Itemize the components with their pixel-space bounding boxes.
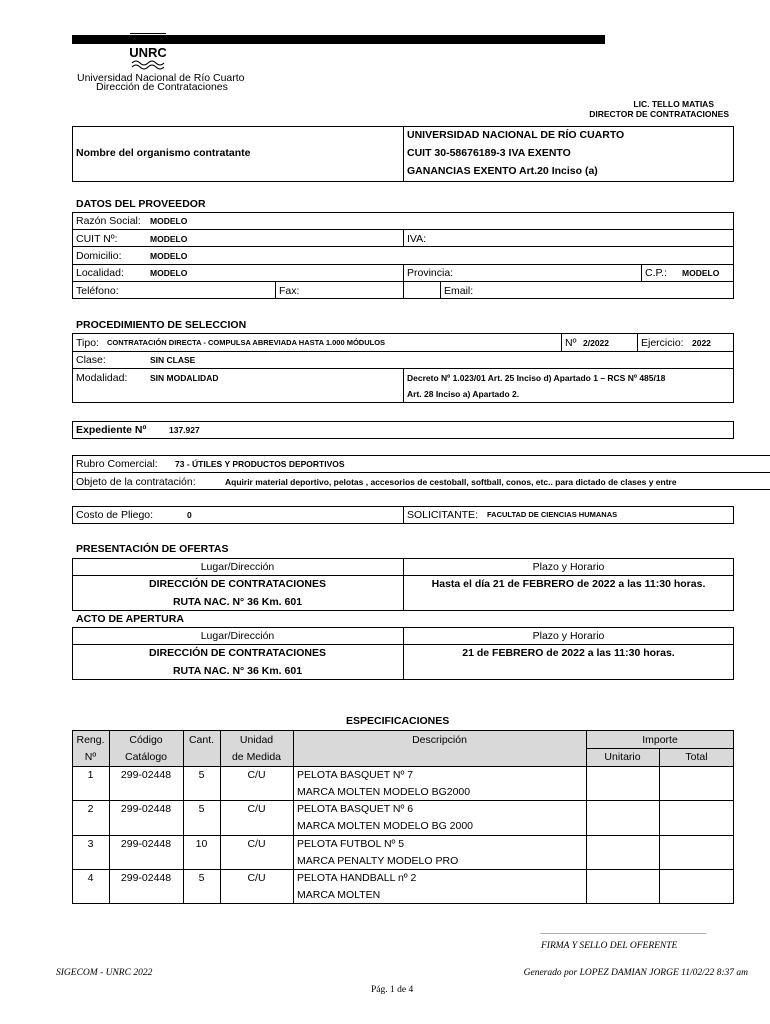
university-name: Universidad Nacional de Río Cuarto [77,72,245,84]
director-title: DIRECTOR DE CONTRATACIONES [589,109,729,119]
row3-desc2: MARCA PENALTY MODELO PRO [297,855,459,867]
row3-reng: 3 [87,838,94,850]
apertura-col1: Lugar/Dirección [200,630,275,642]
fax-label: Fax: [279,285,300,297]
firma-line: ___________________________________ [540,926,707,936]
row2-unidad: C/U [247,803,266,815]
telefono-label: Teléfono: [76,285,119,297]
th-unitario: Unitario [604,751,641,763]
rubro-label: Rubro Comercial: [76,458,158,470]
decreto-line2: Art. 28 Inciso a) Apartado 2. [407,389,520,399]
rubro-value: 73 - ÚTILES Y PRODUCTOS DEPORTIVOS [175,459,345,469]
expediente-value: 137.927 [169,425,200,435]
row2-desc1: PELOTA BASQUET Nº 6 [297,803,414,815]
razon-label: Razón Social: [76,215,141,227]
row1-desc2: MARCA MOLTEN MODELO BG2000 [297,786,471,798]
row4-cant: 5 [198,872,205,884]
razon-value: MODELO [150,216,188,226]
row1-cant: 5 [198,769,205,781]
th-codigo2: Catálogo [124,751,168,763]
organismo-line1: UNIVERSIDAD NACIONAL DE RÍO CUARTO [407,129,625,141]
objeto-value: Aquirir material deportivo, pelotas , accesorios de cestoball, softball, conos, etc.. para dictado de clases y entre [225,478,677,487]
footer-sistema: SIGECOM - UNRC 2022 [56,968,153,978]
row4-desc1: PELOTA HANDBALL nº 2 [297,872,417,884]
numero-label: Nº [565,337,577,349]
th-unidad1: Unidad [239,734,274,746]
modalidad-value: SIN MODALIDAD [150,373,219,383]
header-bar [72,35,605,44]
university-logo [130,44,166,74]
apertura-lugar2: RUTA NAC. N° 36 Km. 601 [172,665,303,677]
row3-cant: 10 [195,838,208,850]
row1-codigo: 299-02448 [120,769,172,781]
row3-unidad: C/U [247,838,266,850]
row4-codigo: 299-02448 [120,872,172,884]
svg-text:UNRC: UNRC [130,45,166,60]
row2-desc2: MARCA MOLTEN MODELO BG 2000 [297,820,474,832]
th-reng2: Nº [84,751,97,763]
office-name: Dirección de Contrataciones [96,81,228,93]
row2-codigo: 299-02448 [120,803,172,815]
row4-unidad: C/U [247,872,266,884]
expediente-label: Expediente Nº [76,424,147,436]
costo-value: 0 [187,510,192,520]
numero-value: 2/2022 [583,338,609,348]
row3-codigo: 299-02448 [120,838,172,850]
cp-label: C.P.: [645,267,667,279]
apertura-lugar1: DIRECCIÓN DE CONTRATACIONES [149,647,326,659]
th-importe: Importe [642,734,678,746]
organismo-line3: GANANCIAS EXENTO Art.20 Inciso (a) [407,165,598,177]
solicitante-value: FACULTAD DE CIENCIAS HUMANAS [487,510,618,519]
th-reng1: Reng. [76,734,105,746]
provincia-label: Provincia: [407,267,454,279]
firma-label: FIRMA Y SELLO DEL OFERENTE [541,941,678,951]
cuit-label: CUIT Nº: [76,233,118,245]
row1-desc1: PELOTA BASQUET Nº 7 [297,769,414,781]
presentacion-plazo: Hasta el día 21 de FEBRERO de 2022 a las 11:30 horas. [431,578,706,590]
th-cant: Cant. [188,734,215,746]
cp-value: MODELO [682,268,720,278]
tipo-label: Tipo: [76,337,99,349]
localidad-value: MODELO [150,268,188,278]
email-label: Email: [444,285,474,297]
decreto-line1: Decreto Nº 1.023/01 Art. 25 Inciso d) Apartado 1 – RCS Nº 485/18 [407,373,666,383]
row1-reng: 1 [87,769,94,781]
th-codigo1: Código [129,734,163,746]
row3-desc1: PELOTA FUTBOL Nº 5 [297,838,405,850]
apertura-plazo: 21 de FEBRERO de 2022 a las 11:30 horas. [462,647,675,659]
domicilio-value: MODELO [150,251,188,261]
th-descripcion: Descripción [412,734,467,746]
iva-label: IVA: [407,233,427,245]
row4-desc2: MARCA MOLTEN [297,889,381,901]
objeto-label: Objeto de la contratación: [76,476,196,488]
presentacion-col1: Lugar/Dirección [200,561,275,573]
presentacion-title: PRESENTACIÓN DE OFERTAS [76,543,229,555]
ejercicio-value: 2022 [692,338,711,348]
director-name: LIC. TELLO MATIAS [633,99,714,109]
tipo-value: CONTRATACIÓN DIRECTA - COMPULSA ABREVIADA HASTA 1.000 MÓDULOS [107,338,386,347]
th-unidad2: de Medida [231,751,282,763]
organismo-label: Nombre del organismo contratante [76,147,251,159]
footer-generado: Generado por LOPEZ DAMIAN JORGE 11/02/22 8:37 am [523,968,748,978]
row2-cant: 5 [198,803,205,815]
modalidad-label: Modalidad: [76,372,128,384]
especificaciones-title: ESPECIFICACIONES [346,715,450,727]
row2-reng: 2 [87,803,94,815]
row1-unidad: C/U [247,769,266,781]
header-rule-top [130,33,166,34]
th-total: Total [685,751,708,763]
localidad-label: Localidad: [76,267,124,279]
ejercicio-label: Ejercicio: [641,337,684,349]
procedimiento-title: PROCEDIMIENTO DE SELECCION [76,319,247,331]
footer-pagina: Pág. 1 de 4 [371,985,414,995]
presentacion-col2: Plazo y Horario [532,561,605,573]
clase-label: Clase: [76,354,106,366]
solicitante-label: SOLICITANTE: [407,509,478,521]
presentacion-lugar1: DIRECCIÓN DE CONTRATACIONES [149,578,326,590]
cuit-value: MODELO [150,234,188,244]
proveedor-title: DATOS DEL PROVEEDOR [76,198,206,210]
domicilio-label: Domicilio: [76,250,122,262]
apertura-col2: Plazo y Horario [532,630,605,642]
apertura-title: ACTO DE APERTURA [76,613,184,625]
organismo-line2: CUIT 30-58676189-3 IVA EXENTO [407,147,571,159]
row4-reng: 4 [87,872,94,884]
clase-value: SIN CLASE [150,355,196,365]
costo-label: Costo de Pliego: [76,509,154,521]
presentacion-lugar2: RUTA NAC. N° 36 Km. 601 [172,596,303,608]
